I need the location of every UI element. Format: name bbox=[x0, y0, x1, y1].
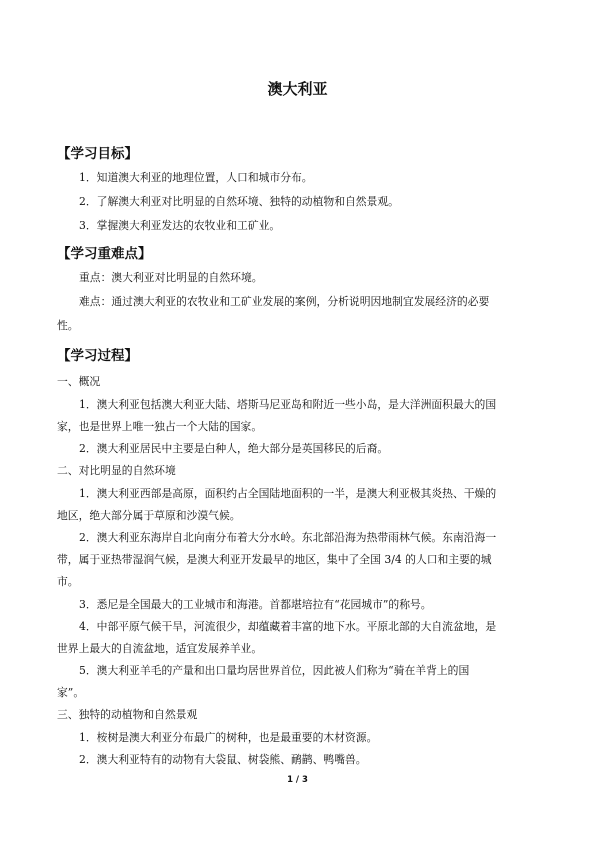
paragraph: 2．澳大利亚特有的动物有大袋鼠、树袋熊、鸸鹋、鸭嘴兽。 bbox=[79, 753, 367, 766]
page-number: 1 / 3 bbox=[287, 775, 308, 785]
goal-item: 1．知道澳大利亚的地理位置，人口和城市分布。 bbox=[79, 171, 313, 184]
paragraph: 5．澳大利亚羊毛的产量和出口量均居世界首位，因此被人们称为“骑在羊背上的国 bbox=[79, 664, 470, 677]
page-title: 澳大利亚 bbox=[267, 80, 328, 98]
part-title: 一、概况 bbox=[57, 375, 101, 388]
paragraph-cont: 带，属于亚热带湿润气候，是澳大利亚开发最早的地区，集中了全国 3/4 的人口和主要的城 bbox=[57, 553, 492, 566]
paragraph: 2．澳大利亚东海岸自北向南分布着大分水岭。东北部沿海为热带雨林气候。东南沿海一 bbox=[79, 531, 497, 544]
paragraph-cont: 家，也是世界上唯一独占一个大陆的国家。 bbox=[57, 420, 263, 433]
key-point-difficulty: 难点：通过澳大利亚的农牧业和工矿业发展的案例，分析说明因地制宜发展经济的必要 bbox=[79, 295, 490, 308]
key-point-difficulty-cont: 性。 bbox=[57, 319, 79, 332]
paragraph-cont: 世界上最大的自流盆地，适宜发展养羊业。 bbox=[57, 642, 263, 655]
heading-learning-process: 【学习过程】 bbox=[57, 348, 138, 364]
paragraph-cont: 家”。 bbox=[57, 686, 85, 699]
paragraph: 2．澳大利亚居民中主要是白种人，绝大部分是英国移民的后裔。 bbox=[79, 442, 389, 455]
paragraph: 4．中部平原气候干旱，河流很少，却蕴藏着丰富的地下水。平原北部的大自流盆地，是 bbox=[79, 620, 497, 633]
paragraph: 3．悉尼是全国最大的工业城市和海港。首都堪培拉有“花园城市”的称号。 bbox=[79, 598, 432, 611]
paragraph: 1．澳大利亚包括澳大利亚大陆、塔斯马尼亚岛和附近一些小岛，是大洋洲面积最大的国 bbox=[79, 398, 497, 411]
key-point-focus: 重点：澳大利亚对比明显的自然环境。 bbox=[79, 271, 263, 284]
heading-learning-goals: 【学习目标】 bbox=[57, 146, 138, 162]
part-title: 三、独特的动植物和自然景观 bbox=[57, 708, 198, 721]
paragraph-cont: 地区，绝大部分属于草原和沙漠气候。 bbox=[57, 509, 241, 522]
part-title: 二、对比明显的自然环境 bbox=[57, 464, 176, 477]
paragraph-cont: 市。 bbox=[57, 575, 79, 588]
paragraph: 1．桉树是澳大利亚分布最广的树种，也是最重要的木材资源。 bbox=[79, 731, 378, 744]
goal-item: 2．了解澳大利亚对比明显的自然环境、独特的动植物和自然景观。 bbox=[79, 195, 399, 208]
goal-item: 3．掌握澳大利亚发达的农牧业和工矿业。 bbox=[79, 219, 281, 232]
heading-key-points: 【学习重难点】 bbox=[57, 246, 152, 262]
paragraph: 1．澳大利亚西部是高原，面积约占全国陆地面积的一半，是澳大利亚极其炎热、干燥的 bbox=[79, 487, 497, 500]
